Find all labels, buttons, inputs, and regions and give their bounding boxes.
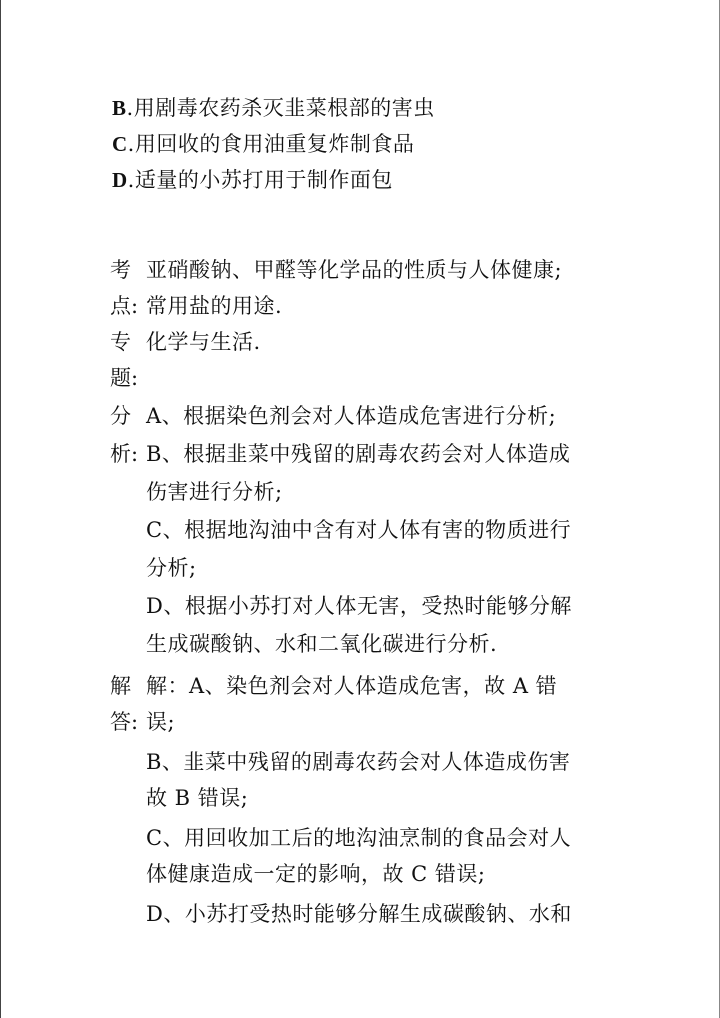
jieda-line-7: D、小苏打受热时能够分解生成碳酸钠、水和: [146, 902, 572, 926]
jieda-line-3: B、韭菜中残留的剧毒农药会对人体造成伤害: [146, 750, 571, 774]
jieda-line-5: C、用回收加工后的地沟油烹制的食品会对人: [146, 826, 572, 850]
jieda-label-1: 解: [110, 674, 131, 698]
option-b: B.用剧毒农药杀灭韭菜根部的害虫: [112, 96, 435, 120]
kaodian-line-2: 常用盐的用途.: [146, 294, 283, 318]
option-c: C.用回收的食用油重复炸制食品: [112, 132, 415, 156]
fenxi-line-3: 伤害进行分析;: [146, 480, 283, 504]
zhuanti-line-1: 化学与生活.: [146, 330, 261, 354]
fenxi-line-1: A、根据染色剂会对人体造成危害进行分析;: [146, 404, 557, 428]
fenxi-line-4: C、根据地沟油中含有对人体有害的物质进行: [146, 518, 572, 542]
fenxi-line-5: 分析;: [146, 556, 197, 580]
option-d: D.适量的小苏打用于制作面包: [112, 168, 393, 192]
jieda-line-4: 故 B 错误;: [146, 786, 249, 810]
jieda-label-2: 答:: [110, 710, 139, 734]
kaodian-line-1: 亚硝酸钠、甲醛等化学品的性质与人体健康;: [146, 258, 563, 282]
kaodian-label-2: 点:: [110, 294, 139, 318]
kaodian-label-1: 考: [110, 258, 131, 282]
jieda-line-2: 误;: [146, 710, 176, 734]
fenxi-label-2: 析:: [110, 442, 139, 466]
page-left-border: [0, 0, 1, 1018]
jieda-line-1: 解：A、染色剂会对人体造成危害，故 A 错: [146, 674, 558, 698]
fenxi-line-7: 生成碳酸钠、水和二氧化碳进行分析.: [146, 632, 498, 656]
fenxi-line-2: B、根据韭菜中残留的剧毒农药会对人体造成: [146, 442, 571, 466]
zhuanti-label-2: 题:: [110, 366, 139, 390]
jieda-line-6: 体健康造成一定的影响，故 C 错误;: [146, 862, 486, 886]
zhuanti-label-1: 专: [110, 330, 131, 354]
fenxi-line-6: D、根据小苏打对人体无害，受热时能够分解: [146, 594, 572, 618]
fenxi-label-1: 分: [110, 404, 131, 428]
